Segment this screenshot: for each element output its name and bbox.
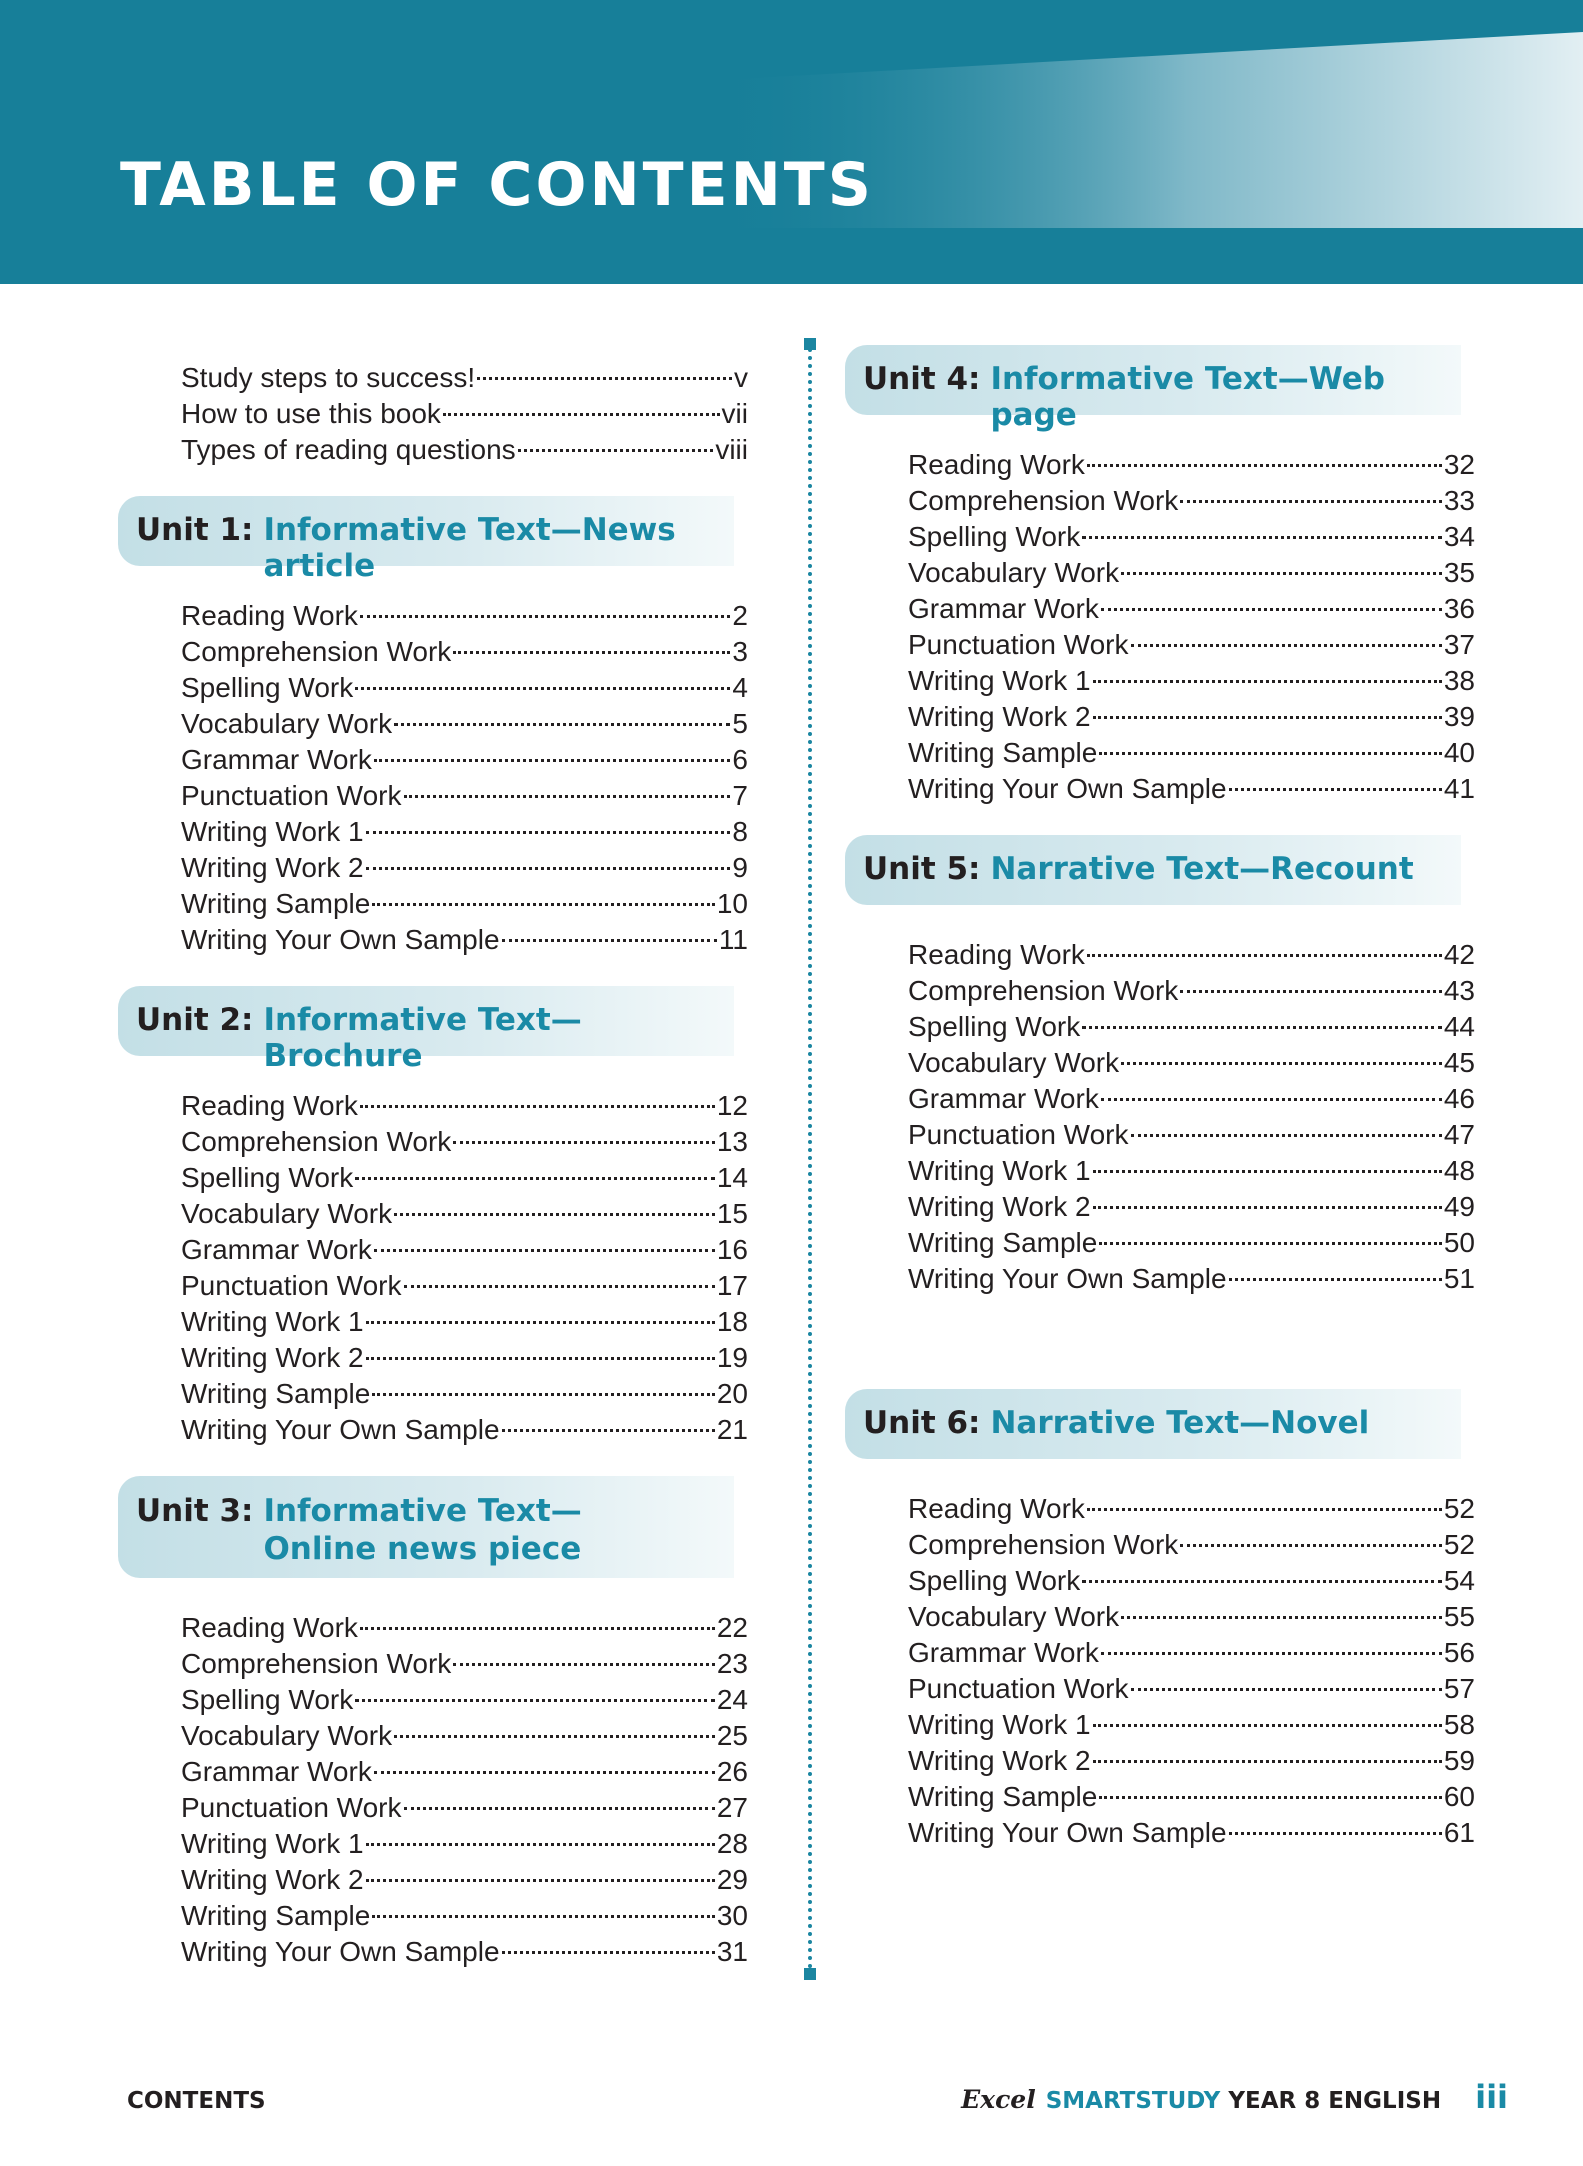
unit-header[interactable] xyxy=(118,1476,734,1578)
unit-title: Informative Text—Online news piece xyxy=(263,1493,582,1567)
title-banner xyxy=(0,0,1583,284)
toc-entry[interactable]: Grammar Work 6 xyxy=(181,744,748,775)
unit-section xyxy=(118,496,768,958)
toc-entry[interactable]: Writing Sample 60 xyxy=(908,1781,1475,1812)
unit-number: Unit 2: xyxy=(136,1002,254,1038)
unit-section xyxy=(118,1476,768,1970)
toc-entry[interactable]: Spelling Work 34 xyxy=(908,521,1475,552)
toc-entry[interactable]: Spelling Work 44 xyxy=(908,1011,1475,1042)
unit-number: Unit 5: xyxy=(863,851,981,887)
unit-section xyxy=(118,986,768,1448)
toc-entry[interactable]: Writing Work 2 29 xyxy=(181,1864,748,1895)
toc-entry[interactable]: Reading Work 42 xyxy=(908,939,1475,970)
toc-entry[interactable]: Punctuation Work 47 xyxy=(908,1119,1475,1150)
unit-header[interactable] xyxy=(845,345,1461,433)
toc-entry[interactable]: Punctuation Work 17 xyxy=(181,1270,748,1301)
toc-entry[interactable]: Writing Work 1 18 xyxy=(181,1306,748,1337)
page-number: iii xyxy=(1475,2078,1508,2116)
toc-entry[interactable]: Spelling Work 14 xyxy=(181,1162,748,1193)
unit-entry-list xyxy=(845,1491,1497,1851)
toc-entry[interactable]: Comprehension Work 33 xyxy=(908,485,1475,516)
toc-entry[interactable]: Writing Work 1 28 xyxy=(181,1828,748,1859)
toc-entry[interactable]: Vocabulary Work 25 xyxy=(181,1720,748,1751)
toc-entry[interactable]: Spelling Work 24 xyxy=(181,1684,748,1715)
toc-entry[interactable]: Writing Work 1 38 xyxy=(908,665,1475,696)
column-divider xyxy=(808,340,812,1970)
toc-entry[interactable]: Vocabulary Work 15 xyxy=(181,1198,748,1229)
toc-entry[interactable]: Writing Work 2 59 xyxy=(908,1745,1475,1776)
toc-entry[interactable]: Writing Work 1 58 xyxy=(908,1709,1475,1740)
toc-entry[interactable]: Reading Work 52 xyxy=(908,1493,1475,1524)
unit-number: Unit 1: xyxy=(136,512,254,548)
unit-header[interactable] xyxy=(845,1389,1461,1459)
unit-section xyxy=(845,345,1497,807)
toc-entry[interactable]: Writing Your Own Sample 11 xyxy=(181,924,748,955)
unit-entry-list xyxy=(118,1610,768,1970)
divider-top-cap xyxy=(804,338,816,350)
toc-entry[interactable]: Comprehension Work 52 xyxy=(908,1529,1475,1560)
unit-title: Narrative Text—Novel xyxy=(990,1405,1370,1441)
unit-title: Informative Text—Brochure xyxy=(263,1002,582,1074)
toc-entry[interactable]: Writing Sample 30 xyxy=(181,1900,748,1931)
unit-header[interactable] xyxy=(118,986,734,1074)
divider-bottom-cap xyxy=(804,1968,816,1980)
toc-entry[interactable]: Reading Work 2 xyxy=(181,600,748,631)
toc-entry[interactable]: Writing Your Own Sample 41 xyxy=(908,773,1475,804)
toc-entry[interactable]: Writing Sample 40 xyxy=(908,737,1475,768)
footer-brand: Excel xyxy=(961,2085,1036,2114)
toc-entry[interactable]: Comprehension Work 13 xyxy=(181,1126,748,1157)
intro-list xyxy=(118,360,768,468)
toc-entry[interactable]: Comprehension Work 3 xyxy=(181,636,748,667)
unit-title: Informative Text—News article xyxy=(263,512,676,584)
footer-series xyxy=(961,2078,1508,2116)
toc-entry[interactable]: Spelling Work 54 xyxy=(908,1565,1475,1596)
toc-entry[interactable]: Writing Your Own Sample 31 xyxy=(181,1936,748,1967)
toc-entry[interactable]: Punctuation Work 7 xyxy=(181,780,748,811)
toc-entry[interactable]: Reading Work 22 xyxy=(181,1612,748,1643)
footer-section-label: CONTENTS xyxy=(127,2088,266,2114)
unit-header[interactable] xyxy=(845,835,1461,905)
unit-number: Unit 3: xyxy=(136,1493,254,1529)
toc-entry[interactable]: Writing Sample 10 xyxy=(181,888,748,919)
unit-number: Unit 4: xyxy=(863,361,981,397)
toc-entry[interactable]: Grammar Work 16 xyxy=(181,1234,748,1265)
toc-entry[interactable]: Study steps to success! v xyxy=(181,362,748,393)
unit-entry-list xyxy=(845,447,1497,807)
toc-entry[interactable]: Types of reading questions viii xyxy=(181,434,748,465)
toc-entry[interactable]: Comprehension Work 43 xyxy=(908,975,1475,1006)
footer-series-name: SMARTSTUDY xyxy=(1045,2088,1221,2114)
toc-entry[interactable]: Writing Work 1 8 xyxy=(181,816,748,847)
toc-entry[interactable]: How to use this book vii xyxy=(181,398,748,429)
toc-entry[interactable]: Writing Your Own Sample 61 xyxy=(908,1817,1475,1848)
toc-entry[interactable]: Punctuation Work 57 xyxy=(908,1673,1475,1704)
toc-entry[interactable]: Vocabulary Work 45 xyxy=(908,1047,1475,1078)
toc-entry[interactable]: Writing Work 2 49 xyxy=(908,1191,1475,1222)
toc-entry[interactable]: Writing Your Own Sample 21 xyxy=(181,1414,748,1445)
unit-header[interactable] xyxy=(118,496,734,584)
page-title: TABLE OF CONTENTS xyxy=(120,150,874,220)
toc-entry[interactable]: Grammar Work 46 xyxy=(908,1083,1475,1114)
toc-entry[interactable]: Vocabulary Work 35 xyxy=(908,557,1475,588)
right-column xyxy=(845,345,1497,1851)
toc-entry[interactable]: Grammar Work 56 xyxy=(908,1637,1475,1668)
toc-entry[interactable]: Reading Work 12 xyxy=(181,1090,748,1121)
footer-subject: YEAR 8 ENGLISH xyxy=(1228,2088,1442,2114)
toc-entry[interactable]: Writing Your Own Sample 51 xyxy=(908,1263,1475,1294)
unit-entry-list xyxy=(845,937,1497,1297)
toc-entry[interactable]: Writing Work 2 19 xyxy=(181,1342,748,1373)
toc-entry[interactable]: Grammar Work 26 xyxy=(181,1756,748,1787)
unit-number: Unit 6: xyxy=(863,1405,981,1441)
toc-entry[interactable]: Punctuation Work 37 xyxy=(908,629,1475,660)
unit-title: Narrative Text—Recount xyxy=(990,851,1414,887)
toc-entry[interactable]: Writing Work 1 48 xyxy=(908,1155,1475,1186)
unit-section xyxy=(845,835,1497,1297)
toc-entry[interactable]: Reading Work 32 xyxy=(908,449,1475,480)
toc-entry[interactable]: Writing Work 2 39 xyxy=(908,701,1475,732)
unit-entry-list xyxy=(118,598,768,958)
toc-entry[interactable]: Writing Work 2 9 xyxy=(181,852,748,883)
unit-section xyxy=(845,1389,1497,1851)
toc-entry[interactable]: Writing Sample 50 xyxy=(908,1227,1475,1258)
unit-entry-list xyxy=(118,1088,768,1448)
toc-entry[interactable]: Grammar Work 36 xyxy=(908,593,1475,624)
toc-entry[interactable]: Writing Sample 20 xyxy=(181,1378,748,1409)
left-column xyxy=(118,360,768,1970)
banner-gradient-shape xyxy=(0,0,1583,284)
toc-entry[interactable]: Vocabulary Work 5 xyxy=(181,708,748,739)
toc-entry[interactable]: Punctuation Work 27 xyxy=(181,1792,748,1823)
unit-title: Informative Text—Web page xyxy=(990,361,1385,433)
toc-entry[interactable]: Comprehension Work 23 xyxy=(181,1648,748,1679)
toc-entry[interactable]: Vocabulary Work 55 xyxy=(908,1601,1475,1632)
toc-entry[interactable]: Spelling Work 4 xyxy=(181,672,748,703)
